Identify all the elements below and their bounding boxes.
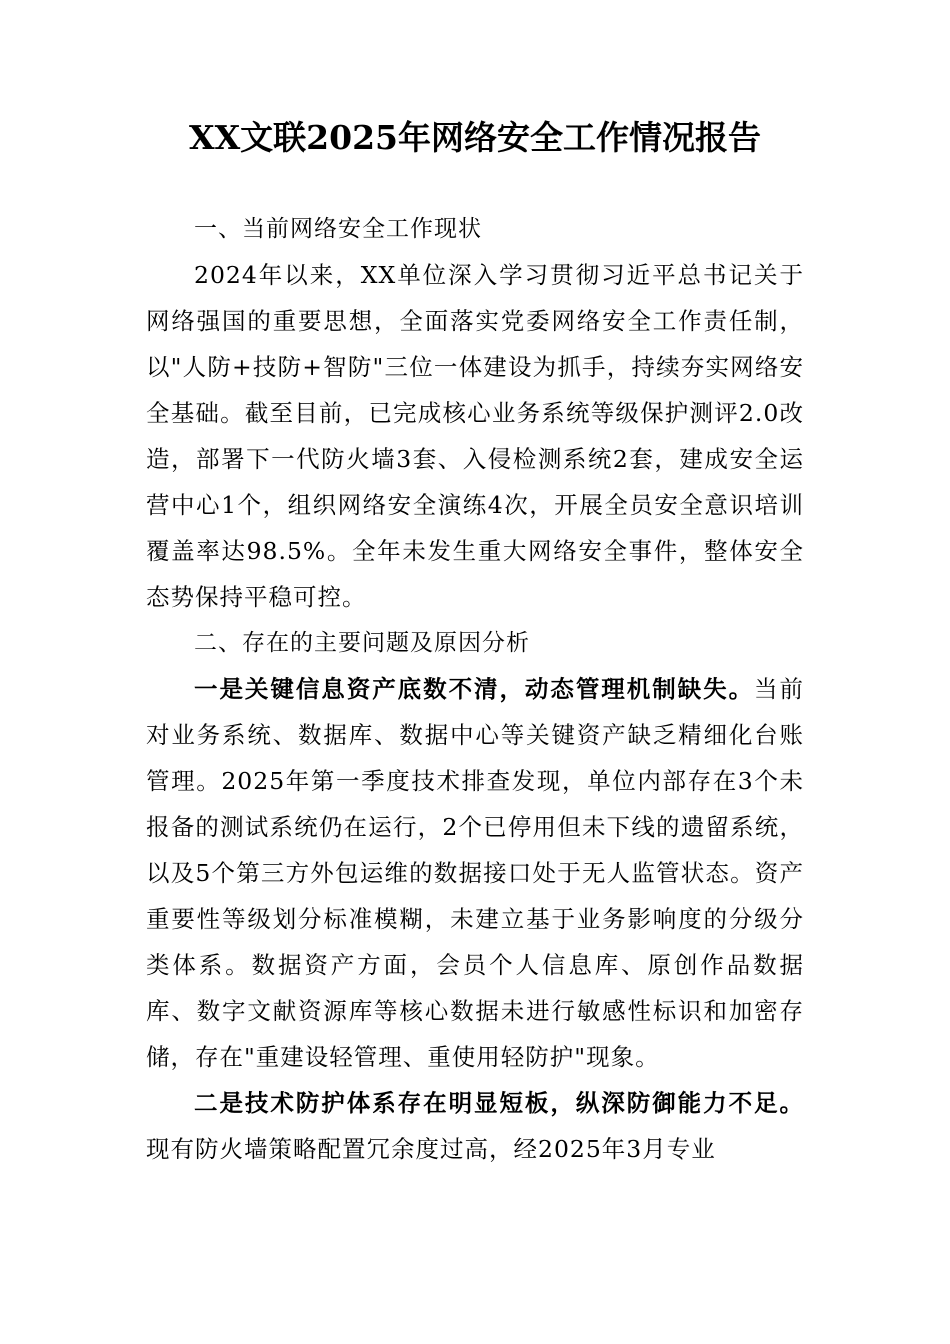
paragraph-problem-2 <box>146 1080 804 1172</box>
problem-2-lead: 二是技术防护体系存在明显短板，纵深防御能力不足。 <box>194 1089 804 1117</box>
paragraph-problem-1 <box>146 666 804 1080</box>
section-heading-current-status: 一、当前网络安全工作现状 <box>194 216 482 242</box>
problem-1-text: 当前对业务系统、数据库、数据中心等关键资产缺乏精细化台账管理。2025年第一季度技术排查发现，单位内部存在3个未报备的测试系统仍在运行，2个已停用但未下线的遗留系统，以及5个第三方外包运维的数据接口处于无人监管状态。资产重要性等级划分标准模糊，未建立基于业务影响度的分级分类体系。数据资产方面，会员个人信息库、原创作品数据库、数字文献资源库等核心数据未进行敏感性标识和加密存储，存在"重建设轻管理、重使用轻防护"现象。 <box>146 675 805 1071</box>
paragraph-current-status: 2024年以来，XX单位深入学习贯彻习近平总书记关于网络强国的重要思想，全面落实党委网络安全工作责任制，以"人防+技防+智防"三位一体建设为抓手，持续夯实网络安全基础。截至目前，已完成核心业务系统等级保护测评2.0改造，部署下一代防火墙3套、入侵检测系统2套，建成安全运营中心1个，组织网络安全演练4次，开展全员安全意识培训覆盖率达98.5%。全年未发生重大网络安全事件，整体安全态势保持平稳可控。 <box>146 261 804 611</box>
problem-1-lead: 一是关键信息资产底数不清，动态管理机制缺失。 <box>194 675 755 703</box>
document-title: XX文联2025年网络安全工作情况报告 <box>188 118 762 157</box>
problem-2-text: 现有防火墙策略配置冗余度过高，经2025年3月专业 <box>146 1135 716 1163</box>
document-body <box>146 206 804 1172</box>
section-heading-problems: 二、存在的主要问题及原因分析 <box>194 630 530 656</box>
